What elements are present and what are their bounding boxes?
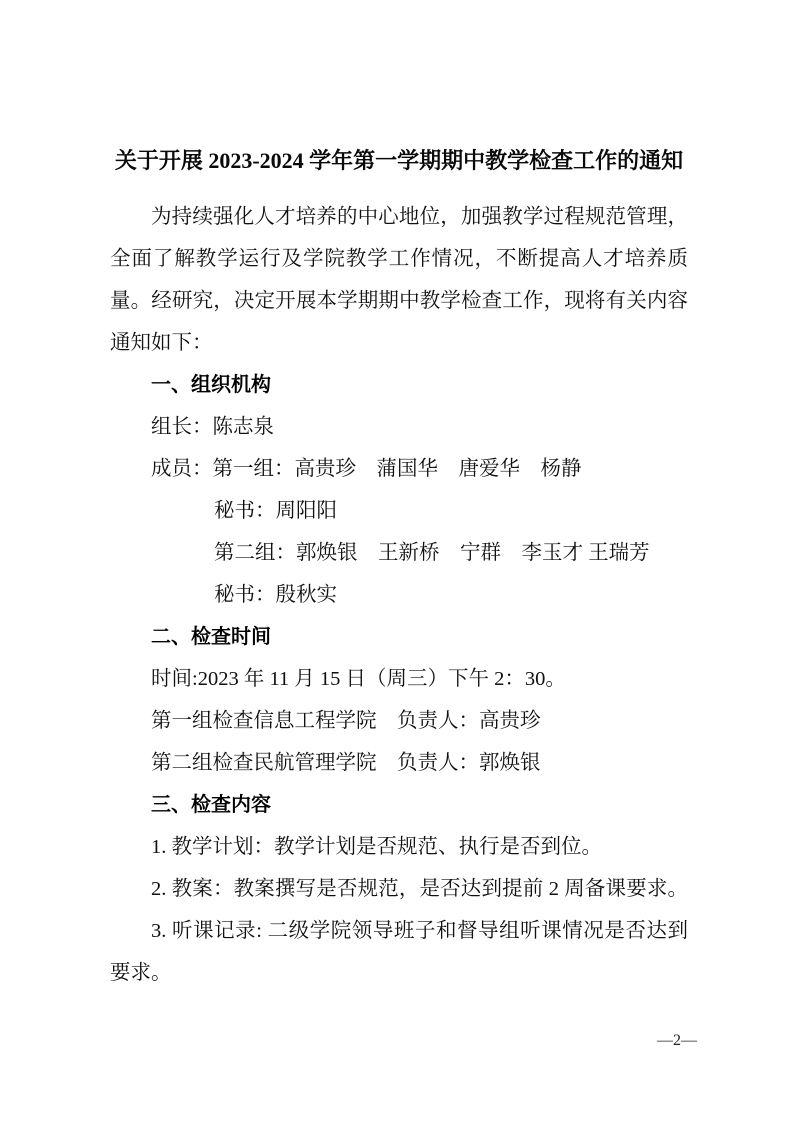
text-line: 1. 教学计划：教学计划是否规范、执行是否到位。 [151, 836, 602, 858]
text-line: 第一组检查信息工程学院 负责人：高贵珍 [151, 710, 541, 732]
page-number: —2— [657, 1032, 697, 1049]
text-line: 时间:2023 年 11 月 15 日（周三）下午 2：30。 [151, 668, 566, 690]
text-line: 第二组检查民航管理学院 负责人：郭焕银 [151, 752, 541, 774]
text-line: 通知如下： [110, 332, 213, 354]
text-line: 要求。 [110, 962, 172, 984]
section-heading: 三、检查内容 [151, 794, 271, 816]
document-title: 关于开展 2023-2024 学年第一学期期中教学检查工作的通知 [114, 148, 684, 173]
text-line: 秘书：殷秋实 [214, 584, 337, 606]
document-body [110, 196, 688, 994]
text-line: 秘书：周阳阳 [214, 500, 337, 522]
text-line: 第二组：郭焕银 王新桥 宁群 李玉才 王瑞芳 [214, 542, 650, 564]
section-heading: 一、组织机构 [151, 374, 271, 396]
text-line: 为持续强化人才培养的中心地位，加强教学过程规范管理， [151, 206, 688, 228]
text-line: 3. 听课记录: 二级学院领导班子和督导组听课情况是否达到 [151, 920, 688, 942]
text-line: 全面了解教学运行及学院教学工作情况，不断提高人才培养质 [110, 248, 688, 270]
text-line: 量。经研究，决定开展本学期期中教学检查工作，现将有关内容 [110, 290, 688, 312]
text-line: 2. 教案：教案撰写是否规范，是否达到提前 2 周备课要求。 [151, 878, 688, 900]
text-line: 成员：第一组：高贵珍 蒲国华 唐爱华 杨静 [151, 458, 582, 480]
text-line: 组长：陈志泉 [151, 416, 274, 438]
section-heading: 二、检查时间 [151, 626, 271, 648]
